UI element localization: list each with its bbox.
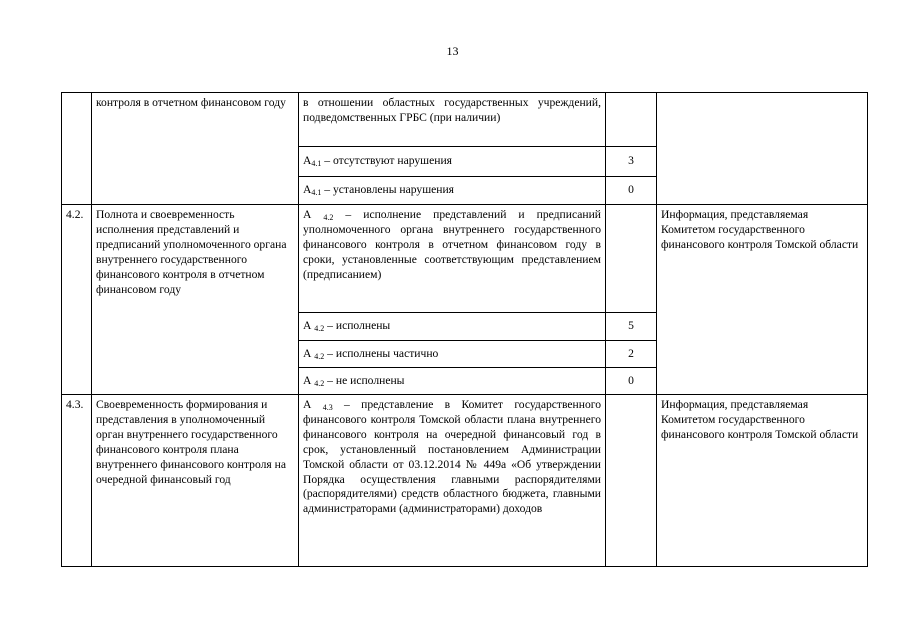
information-source [657,93,868,205]
row-number: 4.2. [62,205,92,395]
criterion-name: контроля в отчетном финансовом году [92,93,299,205]
table-row [62,205,868,313]
row-number: 4.3. [62,395,92,567]
criterion-description: $А_{4.1}$ – отсутствуют нарушения [299,147,606,177]
criterion-name: Своевременность формирования и представления в уполномоченный орган внутреннего государственного финансового контроля плана внутреннего финансового контроля на очередной финансовый год [92,395,299,567]
criterion-value [606,205,657,313]
criterion-value: 0 [606,368,657,395]
criterion-value: 0 [606,177,657,205]
row-number [62,93,92,205]
criteria-table [61,92,868,567]
page-number: 13 [446,44,459,58]
information-source: Информация, представляемая Комитетом государственного финансового контроля Томской области [657,395,868,567]
criterion-value [606,395,657,567]
criterion-value: 3 [606,147,657,177]
criterion-value: 2 [606,341,657,368]
criterion-name: Полнота и своевременность исполнения представлений и предписаний уполномоченного органа внутреннего государственного финансового контроля в отчетном финансовом году [92,205,299,395]
information-source: Информация, представляемая Комитетом государственного финансового контроля Томской области [657,205,868,395]
criterion-description: А $_{4.2}$ – исполнены [299,313,606,341]
criterion-description: А $_{4.2}$ – не исполнены [299,368,606,395]
criterion-description: А $_{4.2}$ – исполнение представлений и предписаний уполномоченного органа внутреннего государственного финансового контроля в отчетном финансовом году в сроки, установленные соответствующим представлением (предписанием) [299,205,606,313]
criterion-description: в отношении областных государственных учреждений, подведомственных ГРБС (при наличии) [299,93,606,147]
criterion-description: А $_{4.3}$ – представление в Комитет государственного финансового контроля Томской области плана внутреннего финансового контроля на очередной финансовый год в срок, установленный постановлением Администрации Томской области от 03.12.2014 № 449а «Об утверждении Порядка осуществления главными распорядителями (распорядителями) средств областного бюджета, главными администраторами (администраторами) доходов [299,395,606,567]
criterion-value [606,93,657,147]
criterion-value: 5 [606,313,657,341]
table-row [62,395,868,567]
criterion-description: $А_{4.1}$ – установлены нарушения [299,177,606,205]
criterion-description: А $_{4.2}$ – исполнены частично [299,341,606,368]
table-row [62,93,868,147]
